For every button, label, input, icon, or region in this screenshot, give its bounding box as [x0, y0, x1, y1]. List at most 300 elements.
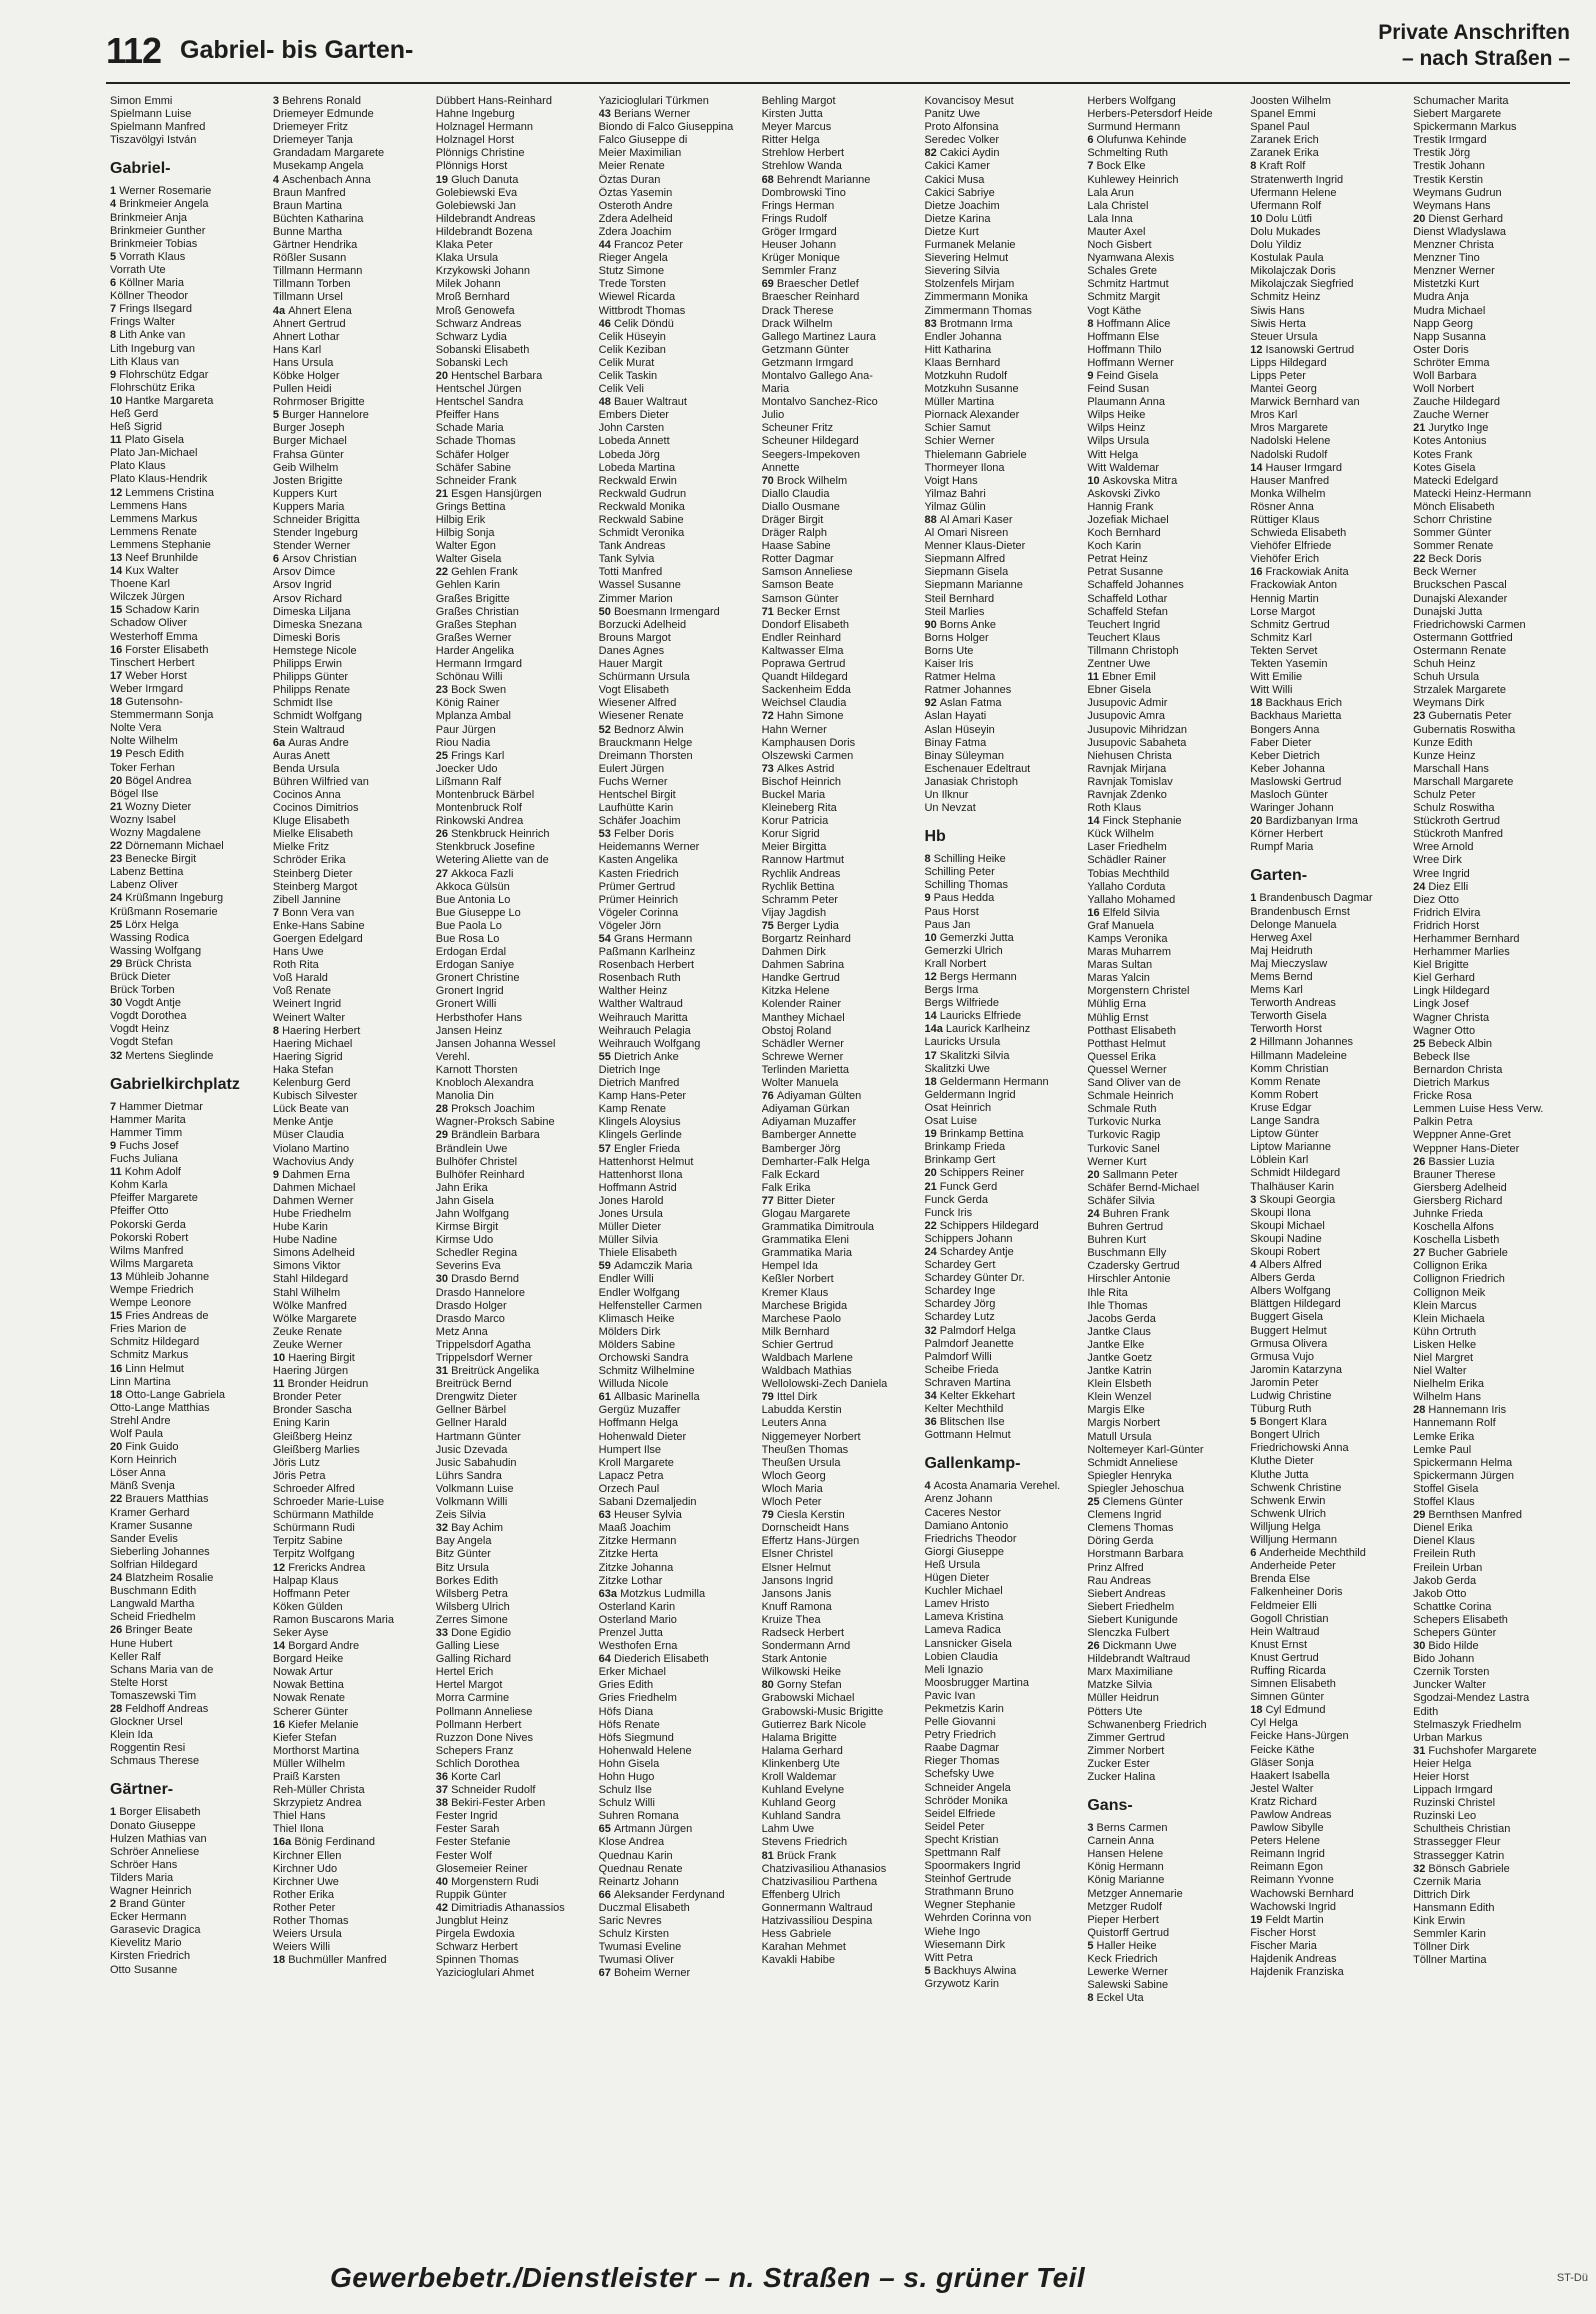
- resident-entry: Cakici Sabriye: [924, 186, 995, 199]
- house-number: 12: [1250, 343, 1266, 356]
- resident-entry: Wagner Heinrich: [110, 1885, 192, 1897]
- resident-entry: Hans Karl: [272, 343, 322, 356]
- resident-entry: Ritter Helga: [761, 134, 820, 147]
- resident-entry: Lisken Helke: [1413, 1338, 1477, 1351]
- resident-entry: Juhnke Frieda: [1413, 1207, 1483, 1220]
- resident-entry: Nowak Bettina: [272, 1679, 344, 1692]
- resident-entry: Rychlik Bettina: [761, 880, 835, 893]
- resident-entry: Borzucki Adelheid: [598, 618, 687, 631]
- resident-entry: Morra Carmine: [435, 1692, 510, 1705]
- resident-entry: Vogdt Stefan: [110, 1036, 173, 1049]
- resident-entry: Paßmann Karlheinz: [598, 946, 696, 959]
- resident-entry: Graßes Werner: [435, 631, 512, 644]
- resident-entry: Pavic Ivan: [924, 1689, 976, 1702]
- resident-entry: Holznagel Hermann: [435, 121, 533, 134]
- resident-entry: Stückroth Gertrud: [1413, 815, 1500, 828]
- resident-entry: Heß Gerd: [110, 407, 159, 420]
- resident-entry: Quessel Erika: [1087, 1050, 1156, 1063]
- resident-entry: Siebert Friedhelm: [1087, 1600, 1175, 1613]
- resident-entry: Schröer Anneliese: [110, 1845, 200, 1858]
- resident-entry: Halpap Klaus: [272, 1574, 339, 1587]
- resident-entry: Siepmann Gisela: [924, 566, 1009, 579]
- resident-entry: 30 Vogdt Antje: [110, 997, 181, 1010]
- house-number: 19: [924, 1128, 940, 1141]
- resident-entry: Koschella Alfons: [1413, 1221, 1494, 1234]
- resident-entry: Sievering Silvia: [924, 265, 1000, 278]
- resident-entry: Borgartz Reinhard: [761, 933, 851, 945]
- resident-entry: Ruzzon Done Nives: [435, 1731, 533, 1744]
- house-number: 37: [435, 1784, 452, 1797]
- resident-entry: Annette: [761, 461, 800, 474]
- resident-entry: 25 Bebeck Albin: [1413, 1037, 1493, 1050]
- resident-entry: Gronert Christine: [435, 972, 520, 985]
- resident-entry: Gemerzki Ulrich: [924, 944, 1003, 957]
- resident-entry: Rumpf Maria: [1250, 841, 1314, 854]
- resident-entry: 8 Lith Anke van: [110, 329, 186, 342]
- house-number: 63: [598, 1509, 614, 1522]
- house-number: 34: [924, 1390, 940, 1402]
- resident-entry: Labenz Oliver: [110, 879, 178, 892]
- resident-entry: Grammatika Dimitroula: [761, 1221, 875, 1234]
- resident-entry: Schroeder Alfred: [272, 1482, 355, 1495]
- resident-entry: Liptow Marianne: [1250, 1141, 1331, 1154]
- resident-entry: Terworth Horst: [1250, 1023, 1322, 1036]
- resident-entry: Schmidt Wolfgang: [272, 710, 362, 723]
- resident-entry: 25 Frings Karl: [435, 749, 505, 762]
- resident-entry: Hildebrandt Waltraud: [1087, 1653, 1191, 1666]
- resident-entry: 18 Geldermann Hermann: [924, 1075, 1049, 1088]
- resident-entry: Lauricks Ursula: [924, 1036, 1001, 1049]
- resident-entry: Twumasi Oliver: [598, 1954, 674, 1967]
- resident-entry: Quistorff Gertrud: [1087, 1926, 1170, 1939]
- resident-entry: 24 Diez Elli: [1413, 880, 1469, 893]
- resident-entry: Jantke Elke: [1087, 1338, 1145, 1351]
- resident-entry: Rannow Hartmut: [761, 854, 845, 867]
- house-number: 11: [1087, 671, 1103, 684]
- resident-entry: Dietrich Markus: [1413, 1077, 1490, 1090]
- resident-entry: Braescher Reinhard: [761, 291, 860, 304]
- resident-entry: Dahmen Werner: [272, 1194, 354, 1207]
- resident-entry: Ahnert Gertrud: [272, 317, 346, 330]
- house-number: 20: [924, 1167, 940, 1180]
- resident-entry: Schmitz Wilhelmine: [598, 1365, 695, 1378]
- resident-entry: Chatzivasiliou Parthena: [761, 1875, 878, 1888]
- resident-entry: 8 Kraft Rolf: [1250, 160, 1306, 173]
- resident-entry: Trestik Kerstin: [1413, 173, 1484, 186]
- resident-entry: Radseck Herbert: [761, 1626, 845, 1639]
- resident-entry: Brinkmeier Anja: [110, 211, 188, 224]
- resident-entry: Voß Renate: [272, 985, 331, 998]
- resident-entry: Lapacz Petra: [598, 1469, 664, 1482]
- resident-entry: Schattke Corina: [1413, 1600, 1492, 1613]
- resident-entry: Zimmer Marion: [598, 592, 673, 605]
- resident-entry: Spiegler Henryka: [1087, 1469, 1172, 1482]
- resident-entry: Spielmann Luise: [110, 108, 192, 121]
- resident-entry: Schuh Ursula: [1413, 671, 1480, 684]
- resident-entry: Jöris Petra: [272, 1469, 326, 1482]
- resident-entry: Osat Heinrich: [924, 1101, 992, 1114]
- resident-entry: Pirgela Ewdoxia: [435, 1928, 515, 1941]
- resident-entry: Matzke Silvia: [1087, 1679, 1153, 1692]
- resident-entry: Niehusen Christa: [1087, 749, 1172, 762]
- resident-entry: Sommer Günter: [1413, 527, 1492, 540]
- resident-entry: Hattenhorst Ilona: [598, 1168, 683, 1181]
- resident-entry: Knobloch Alexandra: [435, 1077, 534, 1090]
- resident-entry: Weinert Walter: [272, 1011, 346, 1024]
- resident-entry: Otto Susanne: [110, 1963, 178, 1976]
- resident-entry: Öztas Yasemin: [598, 186, 673, 199]
- resident-entry: Funck Gerda: [924, 1193, 989, 1206]
- resident-entry: Waringer Johann: [1250, 802, 1334, 815]
- resident-entry: Scheuner Fritz: [761, 422, 834, 435]
- resident-entry: Dübbert Hans-Reinhard: [435, 95, 552, 107]
- resident-entry: Morthorst Martina: [272, 1744, 360, 1757]
- resident-entry: Schippers Johann: [924, 1232, 1013, 1245]
- house-number: 12: [110, 486, 126, 499]
- resident-entry: Erdogan Erdal: [435, 946, 507, 959]
- house-number: 26: [110, 1624, 126, 1637]
- resident-entry: Waldbach Mathias: [761, 1365, 852, 1378]
- resident-entry: Kück Wilhelm: [1087, 828, 1154, 841]
- resident-entry: Praiß Karsten: [272, 1771, 341, 1783]
- resident-entry: Schardey Gert: [924, 1259, 996, 1272]
- resident-entry: Holznagel Horst: [435, 134, 515, 147]
- resident-entry: Schmitz Margit: [1087, 291, 1161, 304]
- resident-entry: Brinkmeier Tobias: [110, 237, 198, 250]
- resident-entry: Mplanza Ambal: [435, 710, 511, 723]
- resident-entry: Heß Ursula: [924, 1558, 981, 1571]
- resident-entry: Schilling Thomas: [924, 879, 1009, 892]
- resident-entry: Cocinos Anna: [272, 788, 341, 801]
- resident-entry: Quessel Werner: [1087, 1063, 1167, 1076]
- resident-entry: Quednau Renate: [598, 1862, 683, 1875]
- resident-entry: Wempe Friedrich: [110, 1283, 194, 1296]
- resident-entry: 26 Dickmann Uwe: [1087, 1640, 1177, 1653]
- resident-entry: Schwanenberg Friedrich: [1087, 1718, 1207, 1731]
- resident-entry: Wilkowski Heike: [761, 1666, 842, 1679]
- resident-entry: Kluthe Jutta: [1250, 1468, 1309, 1481]
- resident-entry: Wozny Magdalene: [110, 826, 201, 839]
- resident-entry: Arsov Richard: [272, 592, 342, 605]
- street-heading: Hb: [924, 828, 946, 846]
- resident-entry: Jusupovic Mihridzan: [1087, 723, 1187, 736]
- resident-entry: Milk Bernhard: [761, 1325, 830, 1338]
- resident-entry: Schardey Günter Dr.: [924, 1272, 1025, 1285]
- resident-entry: 1 Werner Rosemarie: [110, 185, 212, 198]
- resident-entry: 22 Dörnemann Michael: [110, 840, 224, 853]
- resident-entry: Zimmer Norbert: [1087, 1744, 1165, 1757]
- resident-entry: Burger Michael: [272, 435, 347, 448]
- resident-entry: Zitzke Lothar: [598, 1574, 663, 1587]
- resident-entry: 46 Celik Döndü: [598, 317, 674, 330]
- resident-entry: Kirmse Udo: [435, 1234, 494, 1247]
- resident-entry: 26 Stenkbruck Heinrich: [435, 828, 550, 841]
- resident-entry: Nyamwana Alexis: [1087, 252, 1175, 265]
- resident-entry: Ufermann Rolf: [1250, 199, 1322, 212]
- resident-entry: 71 Becker Ernst: [761, 605, 840, 618]
- resident-entry: Hohenwald Dieter: [598, 1430, 687, 1443]
- resident-entry: Bay Angela: [435, 1535, 492, 1548]
- house-number: 79: [761, 1509, 777, 1522]
- resident-entry: Frings Rudolf: [761, 212, 827, 225]
- resident-entry: Jaromin Katarzyna: [1250, 1363, 1342, 1376]
- resident-entry: Mroß Genowefa: [435, 304, 515, 317]
- house-number: 53: [598, 828, 614, 841]
- resident-entry: Hildebrandt Andreas: [435, 212, 536, 225]
- resident-entry: Fuchs Werner: [598, 775, 668, 788]
- directory-column: [1087, 95, 1250, 2225]
- resident-entry: Zimmermann Monika: [924, 291, 1028, 304]
- resident-entry: 28 Hannemann Iris: [1413, 1404, 1507, 1417]
- resident-entry: Tillmann Torben: [272, 278, 351, 291]
- resident-entry: 26 Bringer Beate: [110, 1624, 193, 1637]
- resident-entry: Bruckschen Pascal: [1413, 579, 1507, 592]
- resident-entry: Laufhütte Karin: [598, 802, 674, 815]
- resident-entry: Bischof Heinrich: [761, 775, 842, 788]
- resident-entry: 29 Brück Christa: [110, 957, 192, 970]
- resident-entry: 21 Jurytko Inge: [1413, 422, 1489, 435]
- resident-entry: Tomaszewski Tim: [110, 1689, 197, 1702]
- resident-entry: Wachovius Andy: [272, 1155, 354, 1168]
- resident-entry: 23 Gubernatis Peter: [1413, 710, 1512, 723]
- resident-entry: Rosenbach Herbert: [598, 959, 695, 972]
- resident-entry: Gehlen Karin: [435, 579, 500, 592]
- resident-entry: Walther Waltraud: [598, 998, 683, 1011]
- resident-entry: 22 Schippers Hildegard: [924, 1219, 1039, 1232]
- resident-entry: 32 Palmdorf Helga: [924, 1324, 1016, 1337]
- resident-entry: Wassel Susanne: [598, 579, 681, 592]
- resident-entry: Wilczek Jürgen: [110, 591, 185, 604]
- resident-entry: Giorgi Giuseppe: [924, 1545, 1004, 1558]
- resident-entry: Schroeder Marie-Luise: [272, 1496, 385, 1509]
- resident-entry: Sand Oliver van de: [1087, 1077, 1181, 1090]
- resident-entry: Strassegger Fleur: [1413, 1836, 1501, 1849]
- resident-entry: Getzmann Günter: [761, 343, 849, 356]
- resident-entry: Rieger Thomas: [924, 1755, 1000, 1768]
- resident-entry: Grings Bettina: [435, 500, 506, 513]
- resident-entry: 14 Hauser Irmgard: [1250, 461, 1342, 474]
- house-number: 22: [924, 1219, 940, 1232]
- resident-entry: Montalvo Sanchez-Rico: [761, 396, 878, 409]
- resident-entry: 32 Bönsch Gabriele: [1413, 1862, 1510, 1875]
- resident-entry: Feldmeier Elli: [1250, 1599, 1317, 1612]
- resident-entry: Viehöfer Elfriede: [1250, 540, 1332, 553]
- resident-entry: Dienel Klaus: [1413, 1535, 1475, 1548]
- resident-entry: Simnen Elisabeth: [1250, 1678, 1336, 1691]
- resident-entry: Ravnjak Zdenko: [1087, 788, 1167, 801]
- resident-entry: Metz Anna: [435, 1325, 488, 1338]
- resident-entry: Heß Sigrid: [110, 421, 162, 434]
- resident-entry: Voß Harald: [272, 972, 328, 985]
- resident-entry: Chatzivasiliou Athanasios: [761, 1862, 887, 1875]
- resident-entry: Kink Erwin: [1413, 1915, 1466, 1928]
- resident-entry: Diallo Ousmane: [761, 500, 840, 513]
- resident-entry: Simons Adelheid: [272, 1247, 355, 1260]
- resident-entry: Kelenburg Gerd: [272, 1077, 351, 1090]
- resident-entry: Heier Helga: [1413, 1757, 1472, 1770]
- house-number: 36: [924, 1416, 940, 1429]
- resident-entry: Monka Wilhelm: [1250, 487, 1326, 500]
- resident-entry: Cocinos Dimitrios: [272, 802, 359, 815]
- resident-entry: Pawlow Sibylle: [1250, 1822, 1324, 1835]
- house-number: 26: [1087, 1640, 1103, 1653]
- resident-entry: Zdera Joachim: [598, 225, 672, 238]
- resident-entry: 10 Askovska Mitra: [1087, 474, 1178, 487]
- resident-entry: 9 Paus Hedda: [924, 892, 995, 905]
- resident-entry: 14a Laurick Karlheinz: [924, 1023, 1031, 1036]
- resident-entry: 33 Done Egidio: [435, 1626, 512, 1639]
- resident-entry: Thormeyer Ilona: [924, 461, 1005, 474]
- resident-entry: Mühlig Ernst: [1087, 1011, 1149, 1024]
- resident-entry: Köken Gülden: [272, 1600, 343, 1613]
- resident-entry: Montenbruck Bärbel: [435, 788, 535, 801]
- resident-entry: Buhren Kurt: [1087, 1234, 1147, 1247]
- resident-entry: Labenz Bettina: [110, 866, 184, 879]
- resident-entry: Lala Christel: [1087, 199, 1149, 212]
- resident-entry: Liptow Günter: [1250, 1128, 1319, 1141]
- resident-entry: 27 Akkoca Fazli: [435, 867, 514, 880]
- resident-entry: Hertel Erich: [435, 1666, 494, 1679]
- resident-entry: 25 Lörx Helga: [110, 918, 179, 931]
- resident-entry: 40 Morgenstern Rudi: [435, 1875, 539, 1888]
- resident-entry: Nielhelm Erika: [1413, 1378, 1485, 1391]
- resident-entry: Geldermann Ingrid: [924, 1088, 1016, 1101]
- resident-entry: Keller Ralf: [110, 1650, 161, 1663]
- resident-entry: Schepers Franz: [435, 1744, 514, 1757]
- resident-entry: Behling Margot: [761, 95, 836, 107]
- resident-entry: Mems Karl: [1250, 984, 1303, 997]
- house-number: 75: [761, 919, 777, 932]
- resident-entry: Horstmann Barbara: [1087, 1548, 1184, 1561]
- resident-entry: Osterland Karin: [598, 1600, 676, 1613]
- resident-entry: Spinnen Thomas: [435, 1954, 519, 1967]
- house-number: 8: [1087, 317, 1097, 330]
- resident-entry: Thalhäuser Karin: [1250, 1180, 1335, 1193]
- resident-entry: Stoffel Gisela: [1413, 1482, 1479, 1495]
- resident-entry: 29 Bernthsen Manfred: [1413, 1509, 1522, 1522]
- resident-entry: Brouns Margot: [598, 631, 671, 644]
- resident-entry: Stahl Hildegard: [272, 1273, 349, 1286]
- resident-entry: Strassegger Katrin: [1413, 1849, 1505, 1862]
- resident-entry: 53 Felber Doris: [598, 828, 674, 841]
- resident-entry: Rößler Susann: [272, 252, 347, 265]
- house-number: 63a: [598, 1587, 621, 1600]
- resident-entry: Linn Martina: [110, 1375, 171, 1388]
- house-number: 20: [435, 369, 452, 382]
- resident-entry: Driemeyer Edmunde: [272, 108, 374, 121]
- house-number: 1: [1250, 892, 1260, 905]
- resident-entry: Twumasi Eveline: [598, 1941, 682, 1954]
- house-number: 18: [1250, 697, 1266, 710]
- resident-entry: Schedler Regina: [435, 1247, 518, 1260]
- house-number: 3: [272, 95, 283, 107]
- resident-entry: Wagner Christa: [1413, 1011, 1490, 1024]
- resident-entry: Jusupovic Admir: [1087, 697, 1168, 710]
- resident-entry: Pfeiffer Margarete: [110, 1192, 198, 1205]
- resident-entry: Morgenstern Christel: [1087, 985, 1190, 998]
- resident-entry: 19 Gluch Danuta: [435, 173, 519, 186]
- resident-entry: Gries Edith: [598, 1679, 654, 1692]
- resident-entry: Bongert Ulrich: [1250, 1429, 1320, 1442]
- resident-entry: Kunze Edith: [1413, 736, 1473, 749]
- house-number: 66: [598, 1888, 614, 1901]
- resident-entry: Maj Mieczyslaw: [1250, 957, 1328, 970]
- house-number: 19: [435, 173, 452, 186]
- resident-entry: Volkmann Willi: [435, 1496, 508, 1509]
- house-number: 22: [110, 1493, 126, 1506]
- resident-entry: Dietze Kurt: [924, 225, 979, 238]
- house-number: 25: [1413, 1037, 1429, 1050]
- house-number: 16: [110, 1362, 126, 1375]
- resident-entry: 59 Adamczik Maria: [598, 1260, 693, 1273]
- resident-entry: Matecki Heinz-Hermann: [1413, 487, 1532, 500]
- resident-entry: Lemke Erika: [1413, 1430, 1475, 1443]
- house-number: 2: [1250, 1036, 1260, 1049]
- resident-entry: Lith Klaus van: [110, 355, 180, 368]
- resident-entry: Lemmens Renate: [110, 525, 197, 538]
- resident-entry: Mros Margarete: [1250, 422, 1328, 435]
- resident-entry: Wassing Rodica: [110, 931, 190, 944]
- resident-entry: 5 Backhuys Alwina: [924, 1964, 1017, 1977]
- resident-entry: Schmitz Gertrud: [1250, 618, 1330, 631]
- resident-entry: 4 Acosta Anamaria Verehel.: [924, 1480, 1061, 1493]
- resident-entry: Schneider Brigitta: [272, 514, 360, 526]
- resident-entry: Humpert Ilse: [598, 1443, 662, 1456]
- resident-entry: Schmitz Hildegard: [110, 1336, 200, 1349]
- resident-entry: Müller Dieter: [598, 1221, 662, 1234]
- resident-entry: Steinberg Dieter: [272, 867, 353, 880]
- resident-entry: Ravnjak Mirjana: [1087, 762, 1167, 775]
- resident-entry: Mölders Sabine: [598, 1338, 676, 1351]
- resident-entry: Meyer Marcus: [761, 121, 832, 134]
- resident-entry: Walter Egon: [435, 540, 496, 553]
- resident-entry: Joecker Udo: [435, 762, 498, 775]
- resident-entry: Komm Renate: [1250, 1075, 1321, 1088]
- resident-entry: Kasten Friedrich: [598, 867, 679, 880]
- resident-entry: 19 Brinkamp Bettina: [924, 1128, 1024, 1141]
- resident-entry: 48 Bauer Waltraut: [598, 396, 687, 409]
- resident-entry: Komm Robert: [1250, 1088, 1319, 1101]
- resident-entry: Endler Reinhard: [761, 631, 842, 644]
- resident-entry: Wiehe Ingo: [924, 1925, 981, 1938]
- directory-column: [110, 95, 273, 2225]
- house-number: 46: [598, 317, 614, 330]
- resident-entry: Kotes Gisela: [1413, 461, 1476, 474]
- resident-entry: Spanel Emmi: [1250, 108, 1316, 121]
- resident-entry: Pekmetzis Karin: [924, 1702, 1004, 1715]
- resident-entry: Fries Marion de: [110, 1323, 187, 1336]
- resident-entry: Simnen Günter: [1250, 1691, 1325, 1704]
- resident-entry: Schwenk Christine: [1250, 1481, 1342, 1494]
- resident-entry: Wiesener Renate: [598, 710, 684, 723]
- house-number: 54: [598, 933, 614, 945]
- house-number: 59: [598, 1260, 614, 1273]
- resident-entry: Kirsten Jutta: [761, 108, 823, 121]
- resident-entry: Riou Nadia: [435, 736, 491, 749]
- resident-entry: Korur Sigrid: [761, 828, 820, 841]
- resident-entry: Friedrichowski Carmen: [1413, 618, 1526, 631]
- resident-entry: 14 Borgard Andre: [272, 1640, 360, 1653]
- resident-entry: Maras Sultan: [1087, 959, 1153, 972]
- resident-entry: Marschall Margarete: [1413, 775, 1514, 788]
- house-number: 14: [1087, 815, 1103, 828]
- resident-entry: Mudra Anja: [1413, 291, 1469, 304]
- resident-entry: 12 Frericks Andrea: [272, 1561, 366, 1574]
- resident-entry: Wegner Stephanie: [924, 1899, 1016, 1912]
- resident-entry: Moosbrugger Martina: [924, 1676, 1030, 1689]
- resident-entry: Fester Sarah: [435, 1823, 500, 1836]
- resident-entry: Strehl Andre: [110, 1414, 171, 1427]
